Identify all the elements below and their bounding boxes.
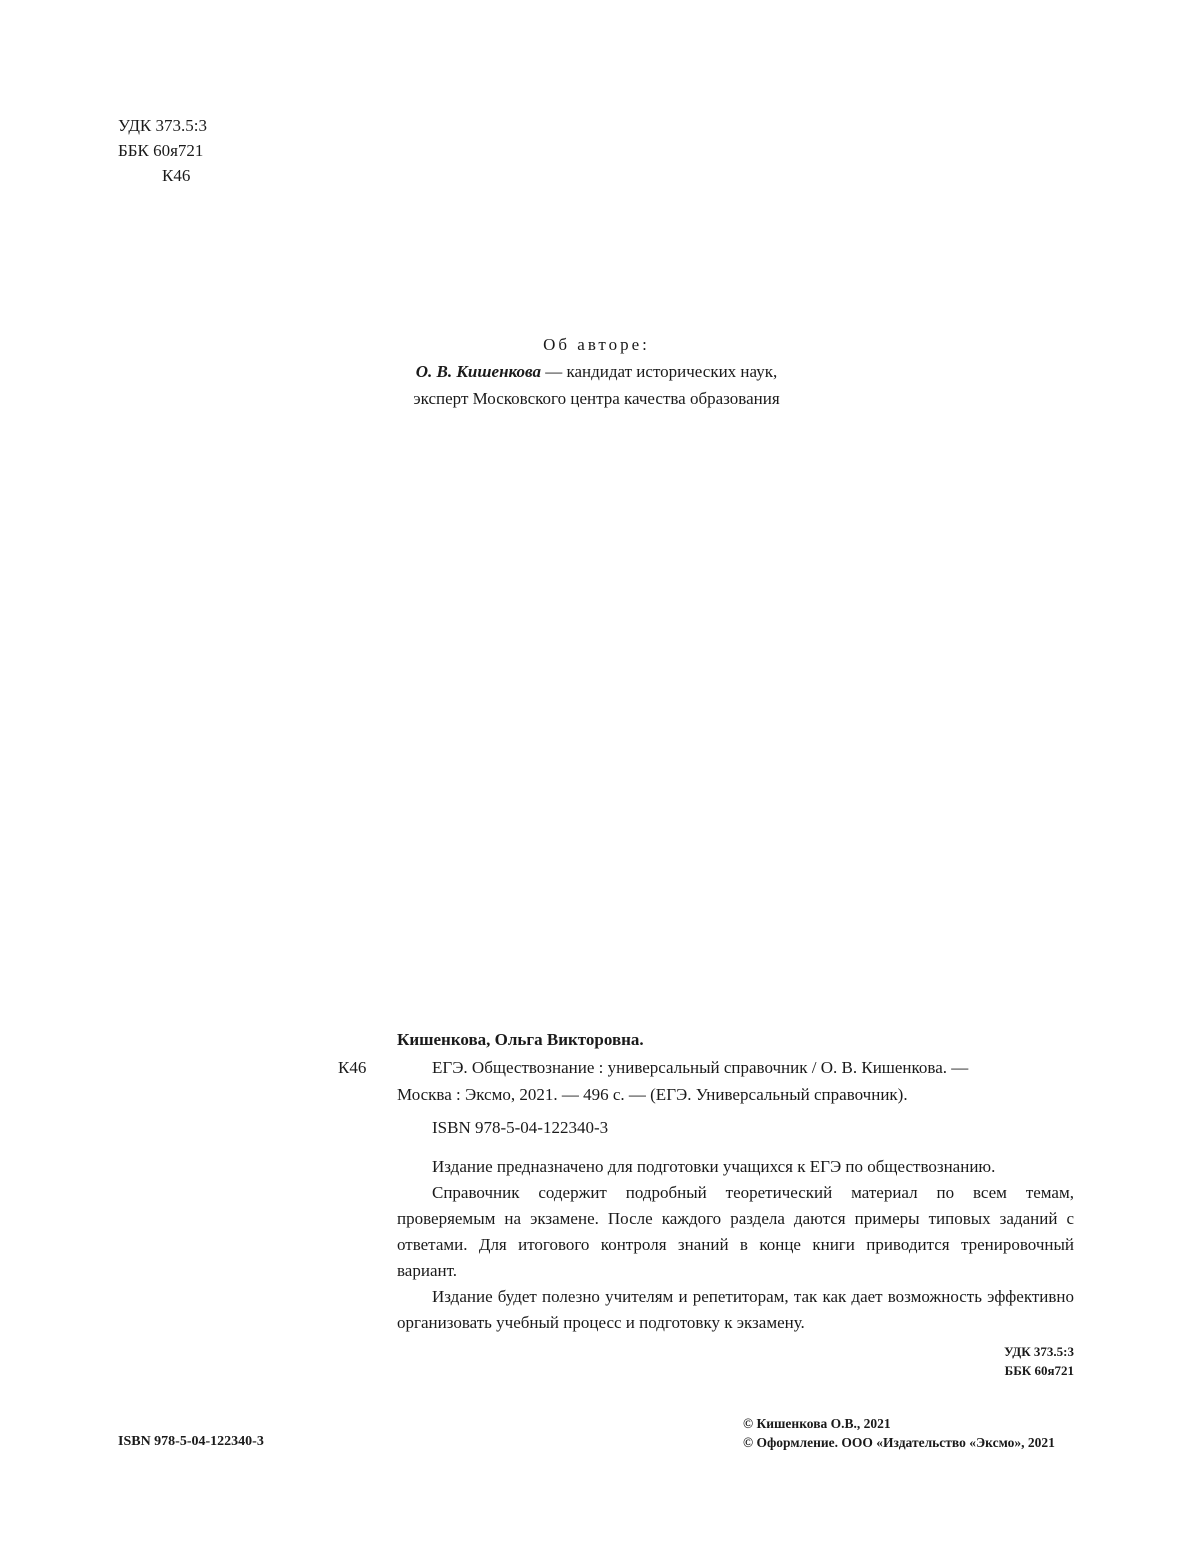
bbk-code-bottom: ББК 60я721 — [1004, 1363, 1074, 1378]
udk-code: УДК 373.5:3 — [118, 116, 207, 135]
bibliographic-record — [397, 1026, 1074, 1336]
annotation-paragraph: Издание предназначено для подготовки учащихся к ЕГЭ по обществознанию. — [432, 1157, 996, 1176]
about-author-line2: эксперт Московского центра качества образования — [413, 389, 780, 408]
record-description — [397, 1054, 1074, 1108]
record-isbn: ISBN 978-5-04-122340-3 — [432, 1118, 609, 1137]
copyright-author: © Кишенкова О.В., 2021 — [743, 1416, 891, 1431]
annotation — [397, 1154, 1074, 1336]
biblio-author-mark: К46 — [338, 1058, 367, 1077]
udk-code-bottom: УДК 373.5:3 — [1004, 1344, 1074, 1359]
classification-codes-bottom — [1004, 1342, 1074, 1380]
copyright-block — [743, 1414, 1055, 1452]
about-author-heading: Об авторе: — [543, 335, 650, 354]
classification-codes-top — [118, 113, 207, 188]
footer-isbn: ISBN 978-5-04-122340-3 — [118, 1434, 264, 1449]
main-entry: Кишенкова, Ольга Викторовна. — [397, 1030, 644, 1049]
annotation-paragraph: Издание будет полезно учителям и репетиторам, так как дает возможность эффективно организовать учебный процесс и подготовку к экзамену. — [397, 1287, 1074, 1332]
author-degree: — кандидат исторических наук, — [540, 362, 778, 381]
record-line1: ЕГЭ. Обществознание : универсальный справочник / О. В. Кишенкова. — — [432, 1058, 969, 1077]
about-author-line1 — [0, 358, 1193, 385]
record-line2: Москва : Эксмо, 2021. — 496 с. — (ЕГЭ. Универсальный справочник). — [397, 1085, 908, 1104]
about-author — [0, 331, 1193, 412]
author-mark: К46 — [162, 166, 191, 185]
bbk-code: ББК 60я721 — [118, 141, 204, 160]
copyright-design: © Оформление. ООО «Издательство «Эксмо», 2021 — [743, 1435, 1055, 1450]
annotation-paragraph: Справочник содержит подробный теоретический материал по всем темам, проверяемым на экзамене. После каждого раздела даются примеры типовых заданий с ответами. Для итогового контроля знаний в конце книги приводится тренировочный вариант. — [397, 1183, 1074, 1280]
author-name: О. В. Кишенкова — [415, 362, 541, 381]
